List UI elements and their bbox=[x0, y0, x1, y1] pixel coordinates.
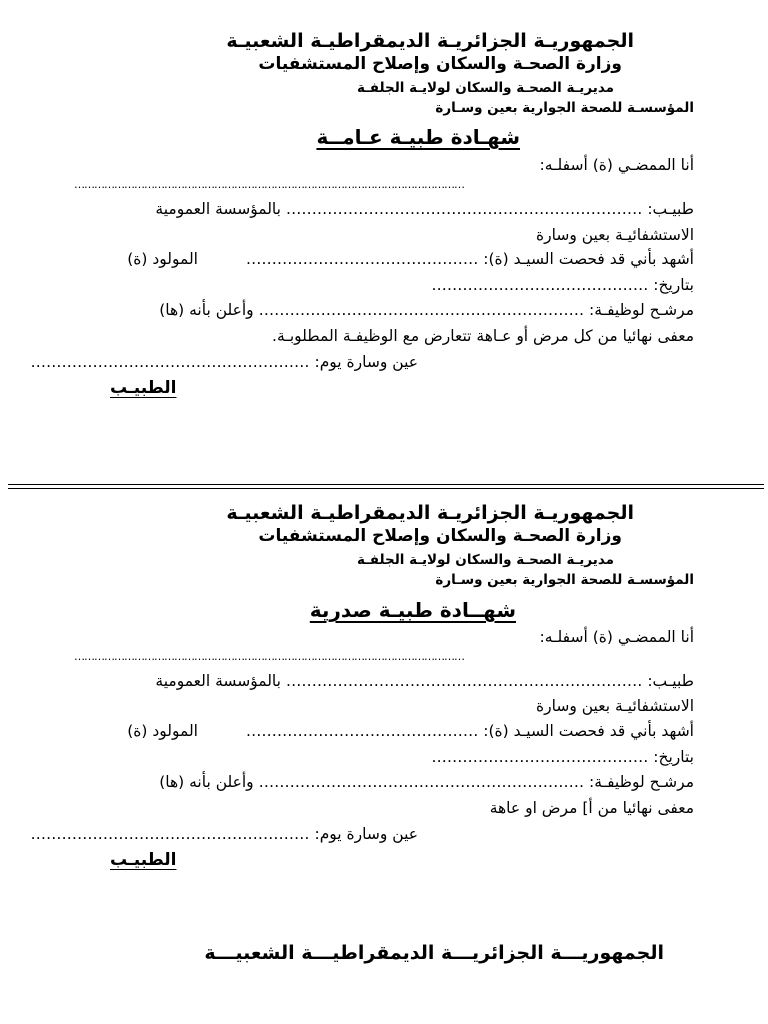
exemption-line: معفى نهائيا من كل مرض أو عـاهة تتعارض مع الوظيفـة المطلوبـة. bbox=[272, 327, 694, 345]
name-dots-line: ……………………………………………………………………………………………………… bbox=[74, 178, 464, 191]
date-line: بتاريخ: …………………………………… bbox=[431, 276, 694, 294]
doctor-line: طبيـب: …………………………………………………………… بالمؤسسة العمومية bbox=[155, 672, 694, 690]
born-label: المولود (ة) bbox=[127, 250, 198, 268]
name-dots-line: ……………………………………………………………………………………………………… bbox=[74, 650, 464, 663]
undersigned-line: أنا الممضـي (ة) أسفلـه: bbox=[539, 628, 694, 646]
hospital-line: الاستشفائيـة بعين وسارة bbox=[536, 226, 694, 244]
hospital-line: الاستشفائيـة بعين وسارة bbox=[536, 697, 694, 715]
place-date-line: عين وسارة يوم: ……………………………………………… bbox=[30, 825, 418, 843]
footer-republic-header: الجمهوريـــة الجزائريـــة الديمقراطيـــة الشعبيـــة bbox=[204, 942, 664, 964]
certificate-title: شهـادة طبيـة عـامــة bbox=[316, 125, 520, 149]
examined-line: أشهد بأني قد فحصت السيـد (ة): ……………………………………… bbox=[245, 722, 694, 740]
place-date-line: عين وسارة يوم: ……………………………………………… bbox=[30, 353, 418, 371]
born-label: المولود (ة) bbox=[127, 722, 198, 740]
exemption-line: معفى نهائيا من أ] مرض او عاهة bbox=[489, 799, 694, 817]
doctor-signature: الطبيـب bbox=[110, 850, 177, 870]
undersigned-line: أنا الممضـي (ة) أسفلـه: bbox=[539, 156, 694, 174]
doctor-signature: الطبيـب bbox=[110, 378, 177, 398]
candidate-line: مرشـح لوظيفـة: ……………………………………………………… وأعلن بأنه (ها) bbox=[159, 301, 694, 319]
separator-rule-top bbox=[8, 484, 764, 485]
separator-rule-bottom bbox=[8, 488, 764, 489]
header-republic: الجمهوريـة الجزائريـة الديمقراطيـة الشعبيـة bbox=[226, 502, 634, 524]
header-directorate: مديريـة الصحـة والسكان لولايـة الجلفـة bbox=[356, 552, 614, 568]
header-ministry: وزارة الصحـة والسكان وإصلاح المستشفيات bbox=[258, 54, 622, 74]
doctor-line: طبيـب: …………………………………………………………… بالمؤسسة العمومية bbox=[155, 200, 694, 218]
header-institution: المؤسسـة للصحة الجوارية بعين وسـارة bbox=[435, 572, 694, 588]
candidate-line: مرشـح لوظيفـة: ……………………………………………………… وأعلن بأنه (ها) bbox=[159, 773, 694, 791]
certificate-title: شهــادة طبيـة صدرية bbox=[309, 598, 516, 622]
header-directorate: مديريـة الصحـة والسكان لولايـة الجلفـة bbox=[356, 80, 614, 96]
header-institution: المؤسسـة للصحة الجوارية بعين وسـارة bbox=[435, 100, 694, 116]
examined-line: أشهد بأني قد فحصت السيـد (ة): ……………………………………… bbox=[245, 250, 694, 268]
date-line: بتاريخ: …………………………………… bbox=[431, 748, 694, 766]
header-ministry: وزارة الصحـة والسكان وإصلاح المستشفيات bbox=[258, 526, 622, 546]
header-republic: الجمهوريـة الجزائريـة الديمقراطيـة الشعبيـة bbox=[226, 30, 634, 52]
